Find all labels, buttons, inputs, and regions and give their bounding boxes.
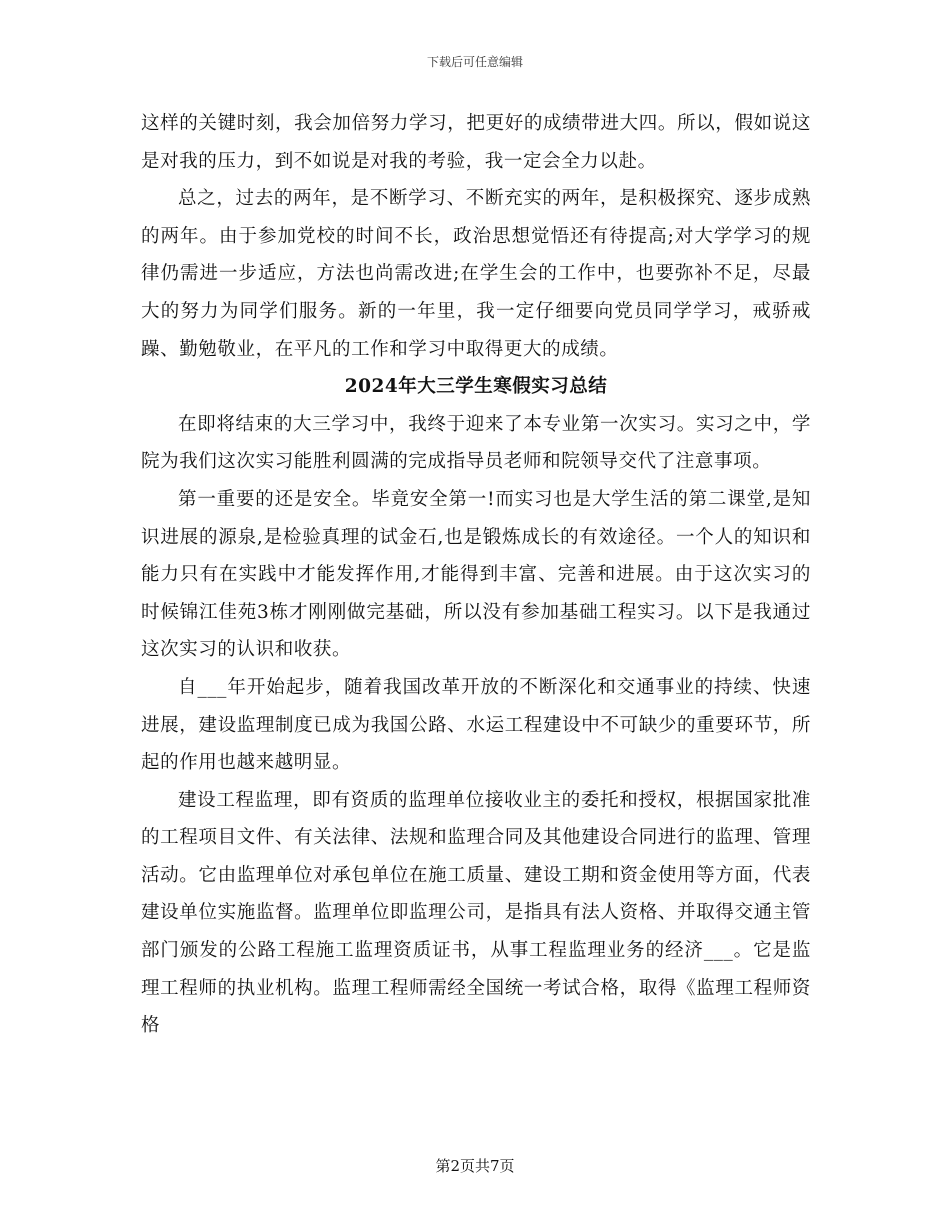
paragraph-continued: 这样的关键时刻，我会加倍努力学习，把更好的成绩带进大四。所以，假如说这是对我的压力，到不如说是对我的考验，我一定会全力以赴。 <box>141 113 811 172</box>
document-body <box>141 105 811 1045</box>
paragraph-history: 自___年开始起步，随着我国改革开放的不断深化和交通事业的持续、快速进展，建设监理制度已成为我国公路、水运工程建设中不可缺少的重要环节，所起的作用也越来越明显。 <box>141 676 811 774</box>
paragraph-safety: 第一重要的还是安全。毕竟安全第一!而实习也是大学生活的第二课堂,是知识进展的源泉,是检验真理的试金石,也是锻炼成长的有效途径。一个人的知识和能力只有在实践中才能发挥作用,才能得到丰富、完善和进展。由于这次实习的时候锦江佳苑3栋才刚刚做完基础，所以没有参加基础工程实习。以下是我通过这次实习的认识和收获。 <box>141 488 811 661</box>
paragraph-supervision: 建设工程监理，即有资质的监理单位接收业主的委托和授权，根据国家批准的工程项目文件、有关法律、法规和监理合同及其他建设合同进行的监理、管理活动。它由监理单位对承包单位在施工质量、建设工期和资金使用等方面，代表建设单位实施监督。监理单位即监理公司，是指具有法人资格、并取得交通主管部门颁发的公路工程施工监理资质证书，从事工程监理业务的经济___。它是监理工程师的执业机构。监理工程师需经全国统一考试合格，取得《监理工程师资格 <box>141 789 811 1037</box>
section-title: 2024年大三学生寒假实习总结 <box>344 376 608 398</box>
header-note: 下载后可任意编辑 <box>426 55 523 69</box>
paragraph-summary: 总之，过去的两年，是不断学习、不断充实的两年，是积极探究、逐步成熟的两年。由于参加党校的时间不长，政治思想觉悟还有待提高;对大学学习的规律仍需进一步适应，方法也尚需改进;在学生会的工作中，也要弥补不足，尽最大的努力为同学们服务。新的一年里，我一定仔细要向党员同学学习，戒骄戒躁、勤勉敬业，在平凡的工作和学习中取得更大的成绩。 <box>141 188 811 360</box>
paragraph-intro: 在即将结束的大三学习中，我终于迎来了本专业第一次实习。实习之中，学院为我们这次实习能胜利圆满的完成指导员老师和院领导交代了注意事项。 <box>141 413 811 473</box>
page-number: 第2页共7页 <box>435 1157 515 1175</box>
